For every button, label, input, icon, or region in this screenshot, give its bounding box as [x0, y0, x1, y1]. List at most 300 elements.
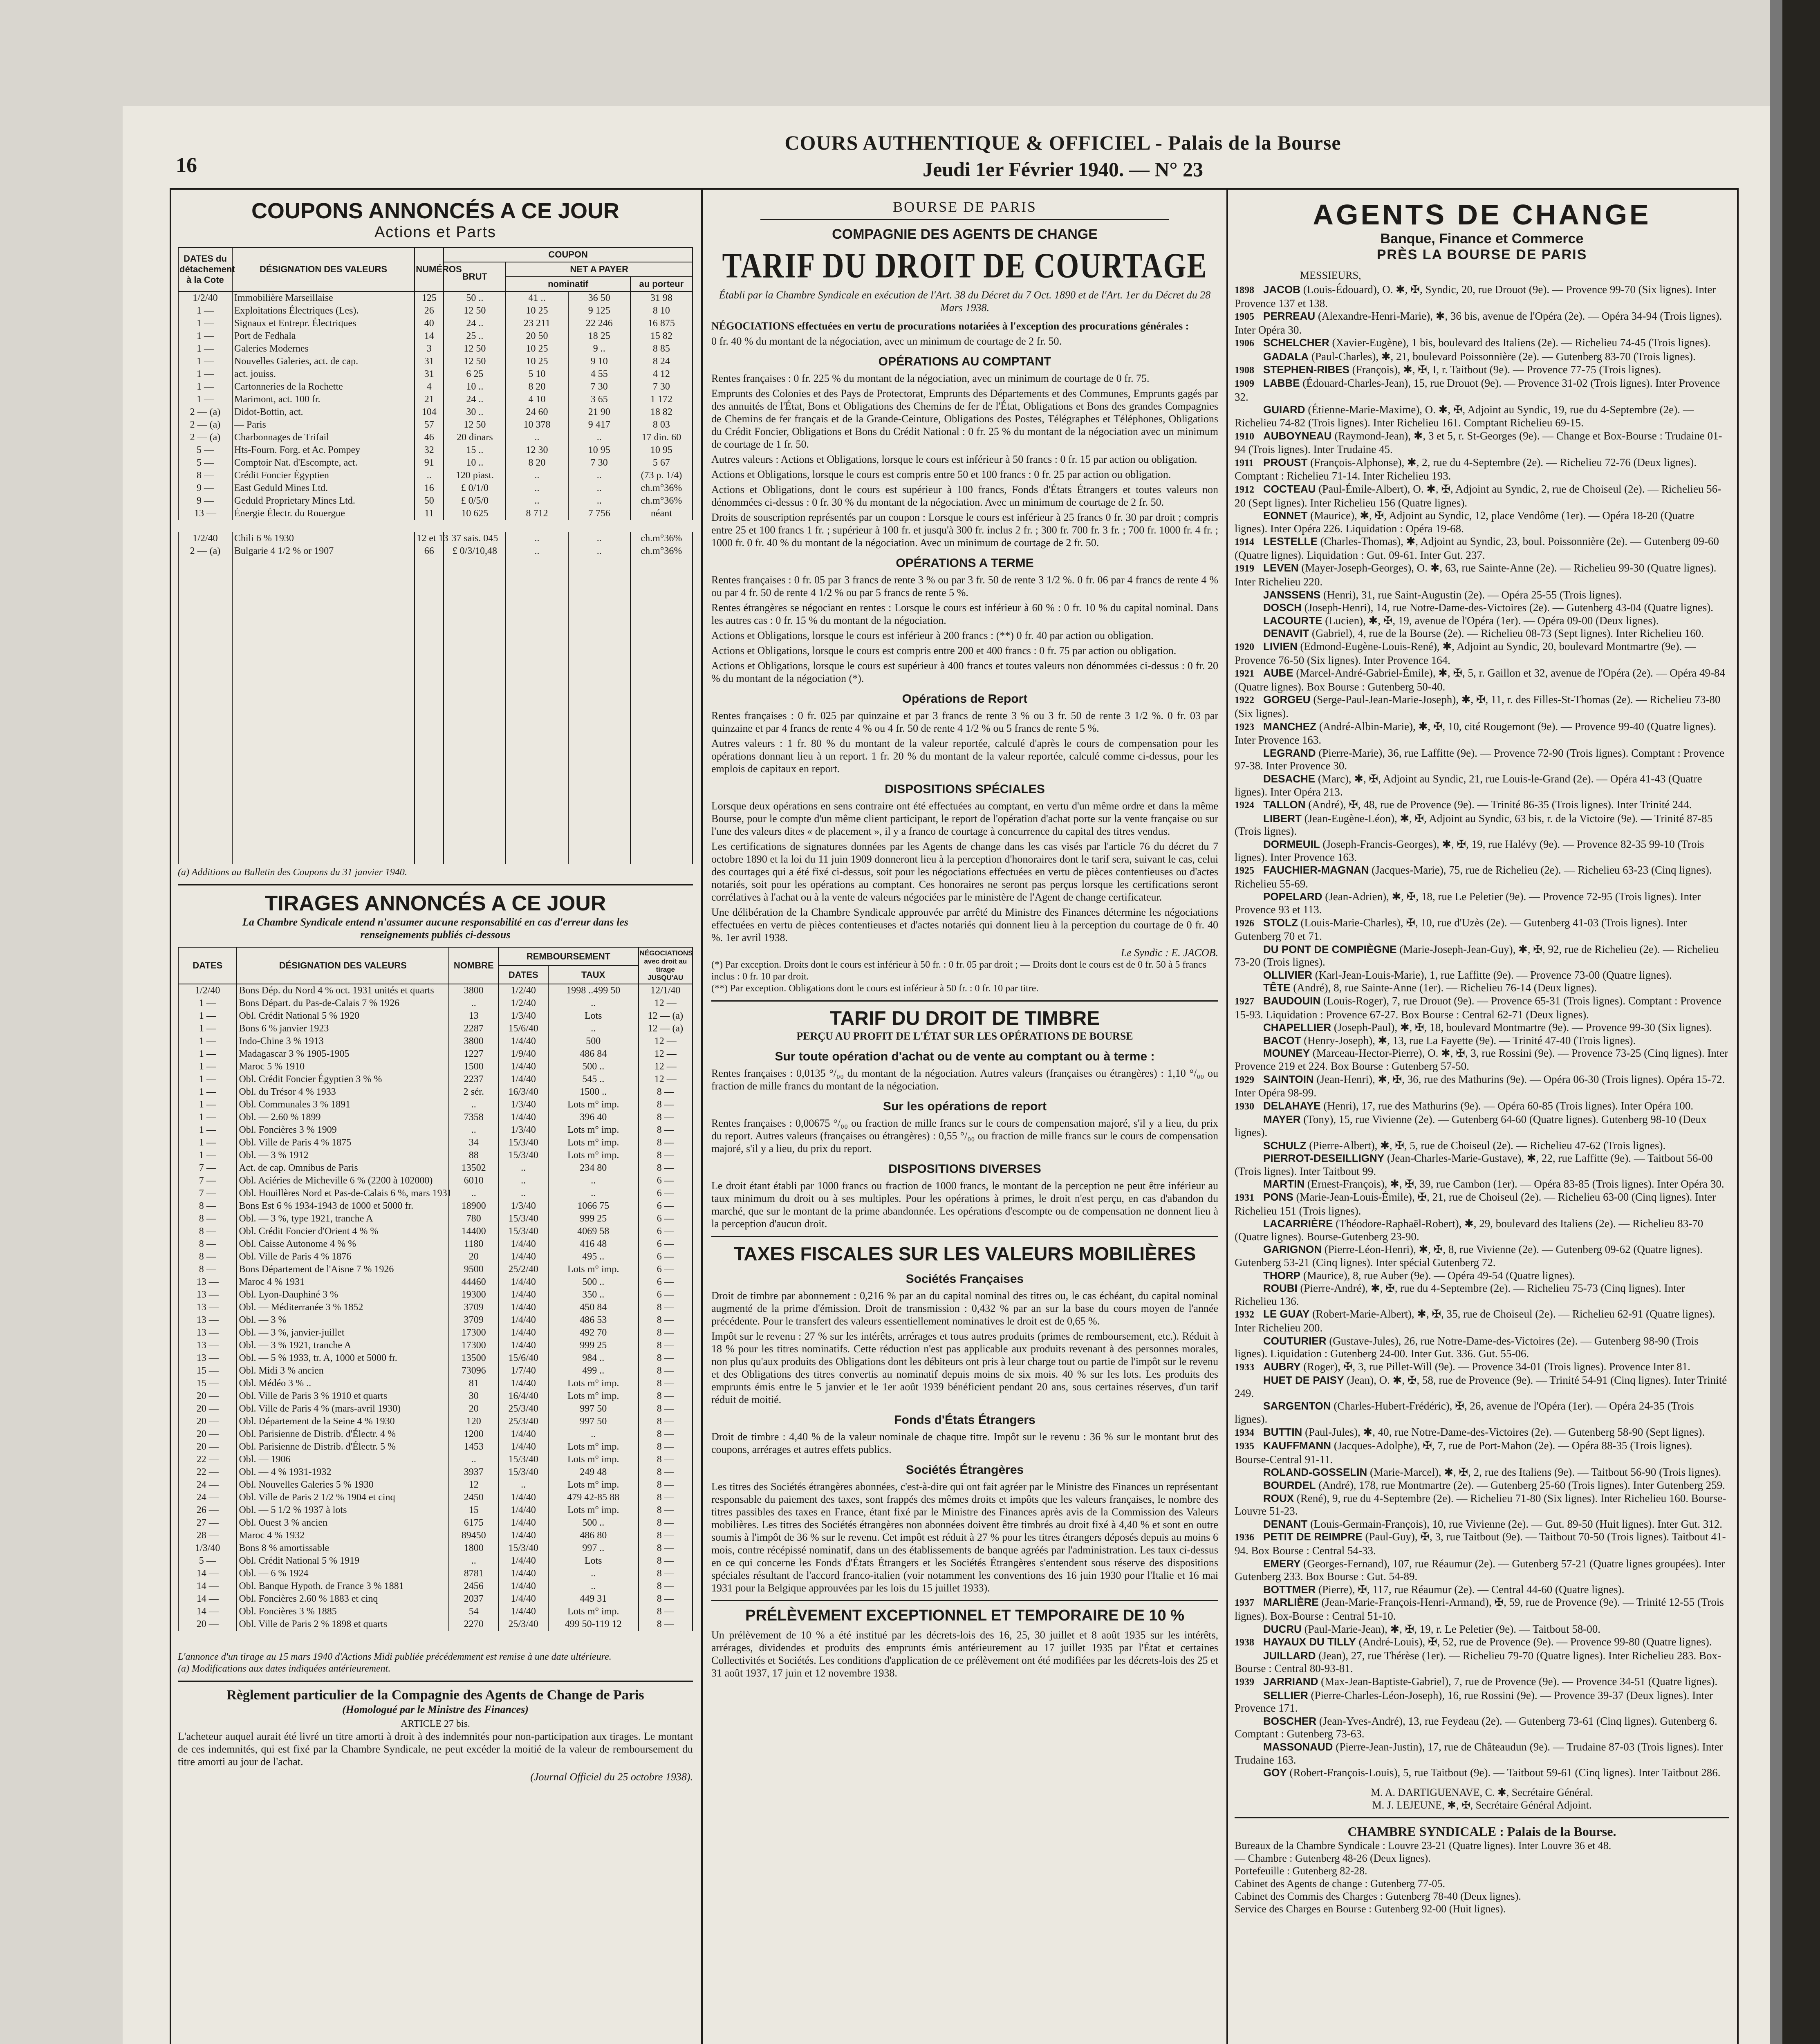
agent-detail: (André), 8, rue Sainte-Anne (1er). — Richelieu 76-14 (Deux lignes). — [1293, 982, 1597, 994]
coupon-row — [178, 444, 693, 457]
tirage-cell: 8 — — [639, 1618, 693, 1631]
coupon-row — [178, 368, 693, 381]
tirage-cell: 486 80 — [548, 1529, 639, 1542]
agent-entry — [1235, 535, 1729, 562]
tirage-cell: Lots m° imp. — [548, 1098, 639, 1111]
tirage-cell: Obl. Ville de Paris 4 % 1875 — [237, 1136, 449, 1149]
agent-detail: (Henri), 17, rue des Mathurins (9e). — Opéra 60-85 (Trois lignes). Inter Opéra 100. — [1323, 1099, 1694, 1112]
agent-name: BOURDEL — [1263, 1479, 1316, 1492]
tirage-cell: 2287 — [449, 1022, 498, 1035]
coupon-cell: 40 — [415, 317, 444, 330]
agent-entry — [1235, 1583, 1729, 1596]
agent-year: 1934 — [1235, 1427, 1254, 1438]
tirage-cell: 1/4/40 — [498, 1314, 548, 1327]
agent-name: ROLAND-GOSSELIN — [1263, 1466, 1367, 1479]
agent-name: GARIGNON — [1263, 1243, 1322, 1256]
tirage-row — [178, 1035, 693, 1048]
prelevement-text: Un prélèvement de 10 % a été institué par les décrets-lois des 16, 25, 30 juillet et 8 août 1935 sur les intérêts, arrérages, dividendes et produits des emprunts émis antérieurement au 17 juillet 1935 par l'État et certaines Collectivités et Sociétés. Les conditions d'application de ce prélèvement ont été modifiées par les décrets-lois des 25 et 31 août 1937, 17 juin et 12 novembre 1938. — [711, 1629, 1218, 1679]
tirage-row — [178, 1479, 693, 1491]
agent-entry — [1235, 1439, 1729, 1466]
coupons-table — [178, 247, 693, 864]
tirage-cell: 8 — — [639, 1466, 693, 1479]
page-number: 16 — [176, 154, 197, 177]
tirage-row — [178, 1504, 693, 1517]
tirage-cell: 3709 — [449, 1301, 498, 1314]
tirage-cell: Obl. Banque Hypoth. de France 3 % 1881 — [237, 1580, 449, 1593]
tirage-cell: 14400 — [449, 1225, 498, 1238]
agent-name: EONNET — [1263, 509, 1308, 522]
coupon-cell: 11 — [415, 507, 444, 526]
tirage-cell: 20 — — [178, 1415, 237, 1428]
coupon-cell: 10 25 — [506, 305, 568, 317]
tirage-cell: Obl. Midi 3 % ancien — [237, 1365, 449, 1377]
agent-entry — [1235, 693, 1729, 720]
agent-name: GOY — [1263, 1766, 1287, 1779]
tirage-cell: 8 — — [639, 1339, 693, 1352]
coupon-cell: .. — [568, 469, 630, 482]
compagnie-label: COMPAGNIE DES AGENTS DE CHANGE — [832, 226, 1098, 242]
agent-year: 1939 — [1235, 1676, 1254, 1688]
tirage-cell: 1/4/40 — [498, 1276, 548, 1289]
tirage-row — [178, 984, 693, 997]
tirage-cell: Obl. Parisienne de Distrib. d'Électr. 5 % — [237, 1441, 449, 1453]
coupon-cell: 41 .. — [506, 291, 568, 305]
agent-entry — [1235, 1243, 1729, 1269]
coupon-cell: ch.m°36% — [630, 545, 693, 558]
coupon-cell: 10 95 — [630, 444, 693, 457]
tirage-cell: 20 — — [178, 1403, 237, 1415]
tirage-cell: 1/4/40 — [498, 1339, 548, 1352]
agent-detail: (André-Albin-Marie), ✱, ✠, 10, cité Rougemont (9e). — Provence 99-40 (Quatre lignes). Inter Provence 163. — [1235, 720, 1716, 746]
agent-entry — [1235, 1269, 1729, 1282]
agent-detail: (Mayer-Joseph-Georges), O. ✱, 63, rue Sainte-Anne (2e). — Richelieu 99-30 (Quatre lignes). Inter Richelieu 220. — [1235, 562, 1717, 588]
coupon-cell: 104 — [415, 406, 444, 419]
agent-entry — [1235, 1518, 1729, 1531]
tirage-cell: 81 — [449, 1377, 498, 1390]
tirage-row — [178, 1301, 693, 1314]
taxes-text-2: Impôt sur le revenu : 27 % sur les intérêts, arrérages et tous autres produits (primes de remboursement, etc.). Réduit à 18 % pour les titres nominatifs. Cette réduction n'est pas applicable aux produits revenant à des personnes morales, non plus qu'aux produits des Obligations dont les débiteurs ont pris à leur charge tout ou partie de l'impôt sur le revenu et des Obligations des titres convertis au nominatif depuis moins de six mois. 40 % sur les lots. Les produits des emprunts émis entre le 5 janvier et le 1er août 1939 bénéficient pendant 20 ans, sous certaines réserves, d'un tarif réduit de moitié. — [711, 1330, 1218, 1405]
tirage-cell: Obl. — Méditerranée 3 % 1852 — [237, 1301, 449, 1314]
tirage-row — [178, 1491, 693, 1504]
tirage-cell: Indo-Chine 3 % 1913 — [237, 1035, 449, 1048]
tirage-cell: 8 — — [178, 1238, 237, 1251]
courtage-intro-2: 0 fr. 40 % du montant de la négociation, avec un minimum de courtage de 2 fr. 50. — [711, 335, 1062, 347]
agent-name: AUBE — [1263, 667, 1293, 679]
reglement-article: ARTICLE 27 bis. — [401, 1719, 470, 1729]
agent-detail: (Tony), 15, rue Vivienne (2e). — Gutenberg 64-60 (Quatre lignes). Gutenberg 98-10 (Deux lignes). — [1235, 1113, 1707, 1139]
agent-year: 1920 — [1235, 642, 1254, 653]
coupon-cell: 46 — [415, 431, 444, 444]
tirage-cell: 999 25 — [548, 1213, 639, 1225]
tirage-row — [178, 1073, 693, 1086]
tirage-cell: 3937 — [449, 1466, 498, 1479]
secretaire-general: M. A. DARTIGUENAVE, C. ✱, Secrétaire Général. — [1371, 1786, 1593, 1798]
tirage-cell: 8 — — [639, 1111, 693, 1124]
taxes-text-3: Droit de timbre : 4,40 % de la valeur nominale de chaque titre. Impôt sur le revenu : 36 % sur le montant brut des coupons, arrérages et autres effets publics. — [711, 1431, 1218, 1455]
tirage-cell: 27 — — [178, 1517, 237, 1529]
coupon-cell: 6 25 — [444, 368, 506, 381]
tirage-row — [178, 1187, 693, 1200]
coupon-cell: 20 dinars — [444, 431, 506, 444]
tirage-cell: 8 — — [639, 1441, 693, 1453]
tirage-cell: 8 — — [639, 1529, 693, 1542]
tirage-cell: .. — [498, 1187, 548, 1200]
tirage-cell: 1/4/40 — [498, 1555, 548, 1567]
agent-entry — [1235, 1531, 1729, 1557]
coupon-filler-cell — [232, 558, 415, 864]
tirage-cell: 25/3/40 — [498, 1403, 548, 1415]
agent-entry — [1235, 283, 1729, 310]
tirage-row — [178, 1060, 693, 1073]
agent-entry — [1235, 1152, 1729, 1178]
tirage-cell: Obl. Houillères Nord et Pas-de-Calais 6 %, mars 1931 — [237, 1187, 449, 1200]
courtage-paragraph: Rentes françaises : 0 fr. 225 % du montant de la négociation, avec un minimum de courtage de 0 fr. 75. — [711, 372, 1150, 384]
agent-detail: (Raymond-Jean), ✱, 3 et 5, r. St-Georges (9e). — Change et Box-Bourse : Trudaine 01-94 (Trois lignes). Inter Trudaine 45. — [1235, 429, 1722, 456]
coupon-cell: 9 417 — [568, 419, 630, 431]
tirage-row — [178, 1086, 693, 1098]
agent-name: COCTEAU — [1263, 482, 1316, 495]
coupon-cell: 125 — [415, 291, 444, 305]
tirage-cell: 14 — — [178, 1593, 237, 1605]
coupon-row — [178, 393, 693, 406]
tirage-cell: 1227 — [449, 1048, 498, 1060]
coupon-cell: 1 — — [178, 368, 232, 381]
tirage-cell: 8 — — [639, 1580, 693, 1593]
coupon-cell: 1 172 — [630, 393, 693, 406]
agent-name: MARTIN — [1263, 1178, 1305, 1190]
coupon-cell: Port de Fedhala — [232, 330, 415, 343]
courtage-paragraph: Rentes françaises : 0 fr. 025 par quinzaine et par 3 francs de rente 3 % ou 3 fr. 50 de rente 3 1/2 %. 0 fr. 03 par quinzaine et par 4 francs de rente 4 % ou 4 fr. 50 de rente 4 1/2 % ou 5 francs de rente 5 %. — [711, 710, 1218, 734]
tirage-cell: 13 — — [178, 1314, 237, 1327]
agent-year: 1905 — [1235, 312, 1254, 323]
courtage-footnote-2: (**) Par exception. Obligations dont le cours est inférieur à 50 fr. : 0 fr. 10 par titre. — [711, 983, 1039, 994]
agent-entry — [1235, 720, 1729, 747]
divider — [711, 1600, 1218, 1601]
coupon-cell: 31 98 — [630, 291, 693, 305]
tirage-cell: 8 — — [639, 1542, 693, 1555]
coupon-cell: 8 — — [178, 469, 232, 482]
tirage-cell: 8 — — [178, 1213, 237, 1225]
tirage-cell: 1/3/40 — [178, 1542, 237, 1555]
agent-year: 1935 — [1235, 1441, 1254, 1452]
coupon-cell: 8 24 — [630, 355, 693, 368]
tirage-row — [178, 1200, 693, 1213]
tirage-cell: 1/4/40 — [498, 1567, 548, 1580]
tirage-row — [178, 1289, 693, 1301]
coupon-cell: 10 25 — [506, 343, 568, 355]
tirage-cell: Lots m° imp. — [548, 1149, 639, 1162]
tirage-cell: 1500 .. — [548, 1086, 639, 1098]
agent-name: POPELARD — [1263, 890, 1322, 903]
tirage-cell: .. — [548, 1174, 639, 1187]
tirage-cell: 479 42-85 88 — [548, 1491, 639, 1504]
agent-entry — [1235, 509, 1729, 535]
agent-entry — [1235, 1282, 1729, 1308]
tirage-cell: 8 — — [639, 1352, 693, 1365]
tirage-cell: Lots m° imp. — [548, 1390, 639, 1403]
agent-entry — [1235, 456, 1729, 483]
agent-entry — [1235, 1479, 1729, 1492]
tirage-cell: 8 — — [639, 1415, 693, 1428]
coupon-cell: 1 — — [178, 381, 232, 393]
coupon-filler-cell — [568, 558, 630, 864]
taxes-section: Sociétés Françaises — [906, 1272, 1024, 1286]
agent-detail: (François-Alphonse), ✱, 2, rue du 4-Septembre (2e). — Richelieu 72-76 (Deux lignes). Comptant : Richelieu 71-14. Inter Richelieu 193. — [1235, 456, 1697, 482]
agent-name: DENAVIT — [1263, 627, 1309, 640]
tirage-cell: 1/4/40 — [498, 1504, 548, 1517]
tirage-row — [178, 1618, 693, 1631]
tirage-cell: Lots m° imp. — [548, 1377, 639, 1390]
agent-name: SARGENTON — [1263, 1400, 1331, 1412]
tirage-cell: 7358 — [449, 1111, 498, 1124]
tirage-cell: Act. de cap. Omnibus de Paris — [237, 1162, 449, 1174]
tirage-row — [178, 1048, 693, 1060]
tirage-cell: 6175 — [449, 1517, 498, 1529]
tirage-cell: 22 — — [178, 1466, 237, 1479]
agent-name: BUTTIN — [1263, 1425, 1302, 1438]
agent-detail: (Jacques-Marie), 75, rue de Richelieu (2e). — Richelieu 63-23 (Cinq lignes). Richelieu 55-69. — [1235, 864, 1712, 890]
tirage-cell: Maroc 4 % 1931 — [237, 1276, 449, 1289]
courtage-title: TARIF DU DROIT DE COURTAGE — [722, 246, 1208, 285]
coupon-cell: 2 — (a) — [178, 406, 232, 419]
agent-entry — [1235, 1715, 1729, 1741]
courtage-section-title: OPÉRATIONS AU COMPTANT — [878, 355, 1051, 368]
agent-entry — [1235, 403, 1729, 429]
tirage-cell: 15 — — [178, 1365, 237, 1377]
tirage-cell: 12/1/40 — [639, 984, 693, 997]
agent-name: JUILLARD — [1263, 1649, 1316, 1662]
tirage-cell: 13 — [449, 1010, 498, 1022]
agent-entry — [1235, 1636, 1729, 1650]
coupon-cell: Signaux et Entrepr. Électriques — [232, 317, 415, 330]
agents-list — [1235, 283, 1729, 1780]
coupon-cell: Exploitations Électriques (Les). — [232, 305, 415, 317]
tirage-cell: Obl. Ouest 3 % ancien — [237, 1517, 449, 1529]
tirage-cell: 2450 — [449, 1491, 498, 1504]
chambre-line: Portefeuille : Gutenberg 82-28. — [1235, 1865, 1367, 1877]
tirage-cell: Lots m° imp. — [548, 1605, 639, 1618]
agent-entry — [1235, 363, 1729, 377]
tirage-cell: 1066 75 — [548, 1200, 639, 1213]
tirages-note-2: (a) Modifications aux dates indiquées antérieurement. — [178, 1663, 391, 1674]
agent-entry — [1235, 890, 1729, 916]
tirage-row — [178, 1390, 693, 1403]
agent-name: EMERY — [1263, 1557, 1301, 1570]
coupon-cell: néant — [630, 507, 693, 526]
coupon-cell: 22 246 — [568, 317, 630, 330]
tirage-cell: 1/2/40 — [498, 984, 548, 997]
tirage-cell: 500 — [548, 1035, 639, 1048]
tirage-cell: 1500 — [449, 1060, 498, 1073]
coupon-cell: 16 875 — [630, 317, 693, 330]
agent-detail: (Edmond-Eugène-Louis-René), ✱, Adjoint au Syndic, 20, boulevard Montmartre (9e). — Provence 76-50 (Six lignes). Inter Provence 164. — [1235, 640, 1696, 666]
agent-name: JARRIAND — [1263, 1675, 1318, 1688]
tirage-cell: 1 — — [178, 1136, 237, 1149]
agent-entry — [1235, 1335, 1729, 1360]
tirage-cell: Maroc 5 % 1910 — [237, 1060, 449, 1073]
tirage-cell: 20 — — [178, 1441, 237, 1453]
coupon-cell: 21 90 — [568, 406, 630, 419]
tirage-cell: 6 — — [639, 1174, 693, 1187]
coupon-cell: 37 sais. 045 — [444, 526, 506, 545]
agent-name: BOTTMER — [1263, 1583, 1316, 1596]
courtage-paragraph: Autres valeurs : Actions et Obligations, lorsque le cours est inférieur à 50 francs : 0 fr. 15 par action ou obligation. — [711, 453, 1197, 465]
agent-year: 1937 — [1235, 1598, 1254, 1609]
tirage-cell: Bons Est 6 % 1934-1943 de 1000 et 5000 fr. — [237, 1200, 449, 1213]
tirage-cell: Bons Dép. du Nord 4 % oct. 1931 unités et quarts — [237, 984, 449, 997]
tirage-cell: 2037 — [449, 1593, 498, 1605]
col-brut: BRUT — [444, 262, 506, 291]
coupon-row — [178, 419, 693, 431]
tirage-cell: 6 — — [639, 1225, 693, 1238]
coupon-cell: 2 — (a) — [178, 419, 232, 431]
agent-name: PERREAU — [1263, 310, 1316, 323]
binding-strip — [1770, 0, 1782, 2044]
coupon-cell: 1 — — [178, 343, 232, 355]
coupon-row — [178, 495, 693, 507]
agent-year: 1910 — [1235, 431, 1254, 442]
coupon-cell: 10 95 — [568, 444, 630, 457]
agent-detail: (Jean-Henri), ✱, ✠, 36, rue des Mathurins (9e). — Opéra 06-30 (Trois lignes). Opéra 15-72. Inter Opéra 98-99. — [1235, 1073, 1725, 1099]
agent-name: COUTURIER — [1263, 1334, 1327, 1347]
coupon-cell: .. — [568, 482, 630, 495]
tirage-cell: 495 .. — [548, 1251, 639, 1263]
tirage-row — [178, 1263, 693, 1276]
agent-entry — [1235, 1021, 1729, 1034]
courtage-paragraph: Les certifications de signatures données par les Agents de change dans les cas visés par l'article 76 du décret du 7 octobre 1890 et la loi du 11 juin 1909 donneront lieu à la perception d'honoraires dont le tarif sera, suivant le cas, celui des courtages qui a été fixé ci-dessus, soit pour les négociations effectuées en vertu de pièces contentieuses ou d'actes notariés, soit pour les opérations au comptant. Ces honoraires ne seront pas perçus lorsque les certifications seront corrélatives à l'achat ou à la vente de valeurs négociées par le ministère de l'Agent de change certificateur. — [711, 840, 1218, 903]
agent-entry — [1235, 483, 1729, 509]
agent-name: LEGRAND — [1263, 746, 1316, 759]
coupon-cell: 15 .. — [444, 444, 506, 457]
agent-detail: (Robert-Marie-Albert), ✱, ✠, 35, rue de Choiseul (2e). — Richelieu 62-91 (Quatre lignes). Inter Richelieu 200. — [1235, 1308, 1715, 1334]
tirage-cell: 6 — — [639, 1213, 693, 1225]
col-remboursement: REMBOURSEMENT — [498, 947, 638, 966]
agent-detail: (Joseph-Paul), ✱, ✠, 18, boulevard Montmartre (9e). — Provence 99-30 (Six lignes). — [1334, 1021, 1712, 1034]
coupon-cell: .. — [506, 469, 568, 482]
tirage-cell: Obl. — 3 % 1921, tranche A — [237, 1339, 449, 1352]
agent-entry — [1235, 1073, 1729, 1100]
tirage-cell: 14 — — [178, 1567, 237, 1580]
agent-entry — [1235, 377, 1729, 403]
chambre-lines — [1235, 1839, 1729, 1915]
agent-entry — [1235, 1100, 1729, 1114]
agent-entry — [1235, 1466, 1729, 1479]
tirage-row — [178, 1098, 693, 1111]
coupon-cell: 25 .. — [444, 330, 506, 343]
tirage-row — [178, 1415, 693, 1428]
tirage-cell: .. — [548, 1022, 639, 1035]
agent-name: PONS — [1263, 1190, 1293, 1203]
agent-detail: (Louis-Marie-Charles), ✠, 10, rue d'Uzès (2e). — Gutenberg 41-03 (Trois lignes). Inter Gutenberg 70 et 71. — [1235, 916, 1687, 943]
tirage-cell: .. — [449, 1453, 498, 1466]
coupon-cell: 15 82 — [630, 330, 693, 343]
tirage-cell: 20 — — [178, 1390, 237, 1403]
coupon-cell: 10 625 — [444, 507, 506, 526]
agent-detail: (Jean-Charles-Marie-Gustave), ✱, 22, rue Laffitte (9e). — Taitbout 56-00 (Trois lignes). Inter Taitbout 99. — [1235, 1152, 1713, 1177]
tirage-cell: 15 — — [178, 1377, 237, 1390]
tirage-row — [178, 1365, 693, 1377]
tirage-row — [178, 1593, 693, 1605]
courtage-paragraph: Lorsque deux opérations en sens contraire ont été effectuées au comptant, en vertu d'un même ordre et dans la même Bourse, pour le compte d'un même client participant, le report de l'opération d'achat porte sur la vente française ou sur l'une des valeurs dites « de placement », il y a franco de courtage à concurrence du capital des titres vendus. — [711, 800, 1218, 837]
tirage-cell: Obl. Parisienne de Distrib. d'Électr. 4 % — [237, 1428, 449, 1441]
coupon-cell: 12 et 13 — [415, 526, 444, 545]
agent-detail: (Henry-Joseph), ✱, 13, rue La Fayette (9e). — Trinité 47-40 (Trois lignes). — [1304, 1034, 1636, 1047]
reglement-subtitle: (Homologué par le Ministre des Finances) — [342, 1703, 529, 1715]
tirage-cell: 6 — — [639, 1263, 693, 1276]
col-numeros: NUMÉROS — [415, 247, 444, 291]
tirage-cell: .. — [548, 1567, 639, 1580]
agent-entry — [1235, 614, 1729, 628]
coupon-row — [178, 507, 693, 526]
agent-detail: (Pierre-Albert), ✱, ✠, 5, rue de Choiseul (2e). — Richelieu 47-62 (Trois lignes). — [1309, 1139, 1666, 1152]
tirage-cell: 6 — — [639, 1187, 693, 1200]
tirage-cell: 19300 — [449, 1289, 498, 1301]
agent-entry — [1235, 1047, 1729, 1073]
agents-subtitle: Banque, Finance et Commerce — [1380, 231, 1584, 247]
coupon-cell: 4 10 — [506, 393, 568, 406]
middle-column — [711, 194, 1218, 1682]
courtage-paragraph: Une délibération de la Chambre Syndicale approuvée par arrêté du Ministre des Finances détermine les négociations effectuées en vertu de pièces contentieuses et d'actes notariés qui donnent lieu à la perception du courtage de 0 fr. 40 %. 1er avril 1938. — [711, 906, 1218, 944]
agent-entry — [1235, 1741, 1729, 1766]
tirage-cell: 15/3/40 — [498, 1225, 548, 1238]
agent-entry — [1235, 601, 1729, 614]
col-taux: TAUX — [548, 966, 639, 984]
tirage-cell: 8 — — [639, 1098, 693, 1111]
agent-name: MAYER — [1263, 1113, 1301, 1126]
tirage-cell: 12 — — [639, 1035, 693, 1048]
tirage-cell: 8 — — [639, 1403, 693, 1415]
coupon-cell: 5 67 — [630, 457, 693, 469]
agent-name: ROUX — [1263, 1492, 1294, 1504]
agent-name: PIERROT-DESEILLIGNY — [1263, 1152, 1385, 1165]
coupon-cell: Cartonneries de la Rochette — [232, 381, 415, 393]
tirage-cell: 1/2/40 — [178, 984, 237, 997]
tirage-cell: 8 — — [639, 1504, 693, 1517]
tirage-cell: 8 — — [639, 1567, 693, 1580]
agent-name: ROUBI — [1263, 1282, 1298, 1295]
tirage-row — [178, 1314, 693, 1327]
tirage-cell: 20 — [449, 1251, 498, 1263]
tirage-cell: 13 — — [178, 1352, 237, 1365]
agent-entry — [1235, 667, 1729, 693]
agents-title: AGENTS DE CHANGE — [1313, 199, 1651, 231]
coupon-cell: 12 50 — [444, 343, 506, 355]
coupon-cell: 9 .. — [568, 343, 630, 355]
tirage-row — [178, 1403, 693, 1415]
coupon-row — [178, 305, 693, 317]
courtage-paragraph: Actions et Obligations, lorsque le cours est compris entre 200 et 400 francs : 0 fr. 75 par action ou obligation. — [711, 645, 1177, 657]
agent-name: LE GUAY — [1263, 1308, 1310, 1320]
agent-name: LIBERT — [1263, 812, 1302, 825]
tirage-cell: .. — [548, 1428, 639, 1441]
coupon-filler-cell — [506, 558, 568, 864]
timbre-heading-3: DISPOSITIONS DIVERSES — [888, 1162, 1041, 1176]
tirage-cell: 8 — — [639, 1086, 693, 1098]
tirage-cell: 8 — — [639, 1605, 693, 1618]
tirage-cell: Lots m° imp. — [548, 1136, 639, 1149]
agent-entry — [1235, 1308, 1729, 1334]
coupon-cell: 10 25 — [506, 355, 568, 368]
agent-name: OLLIVIER — [1263, 968, 1312, 981]
tirage-cell: 486 53 — [548, 1314, 639, 1327]
agent-entry — [1235, 812, 1729, 838]
agent-entry — [1235, 1034, 1729, 1047]
tirage-cell: Madagascar 3 % 1905-1905 — [237, 1048, 449, 1060]
tirage-cell: 3709 — [449, 1314, 498, 1327]
agent-name: STOLZ — [1263, 916, 1298, 929]
tirage-cell: 13500 — [449, 1352, 498, 1365]
agent-name: HAYAUX DU TILLY — [1263, 1636, 1356, 1648]
